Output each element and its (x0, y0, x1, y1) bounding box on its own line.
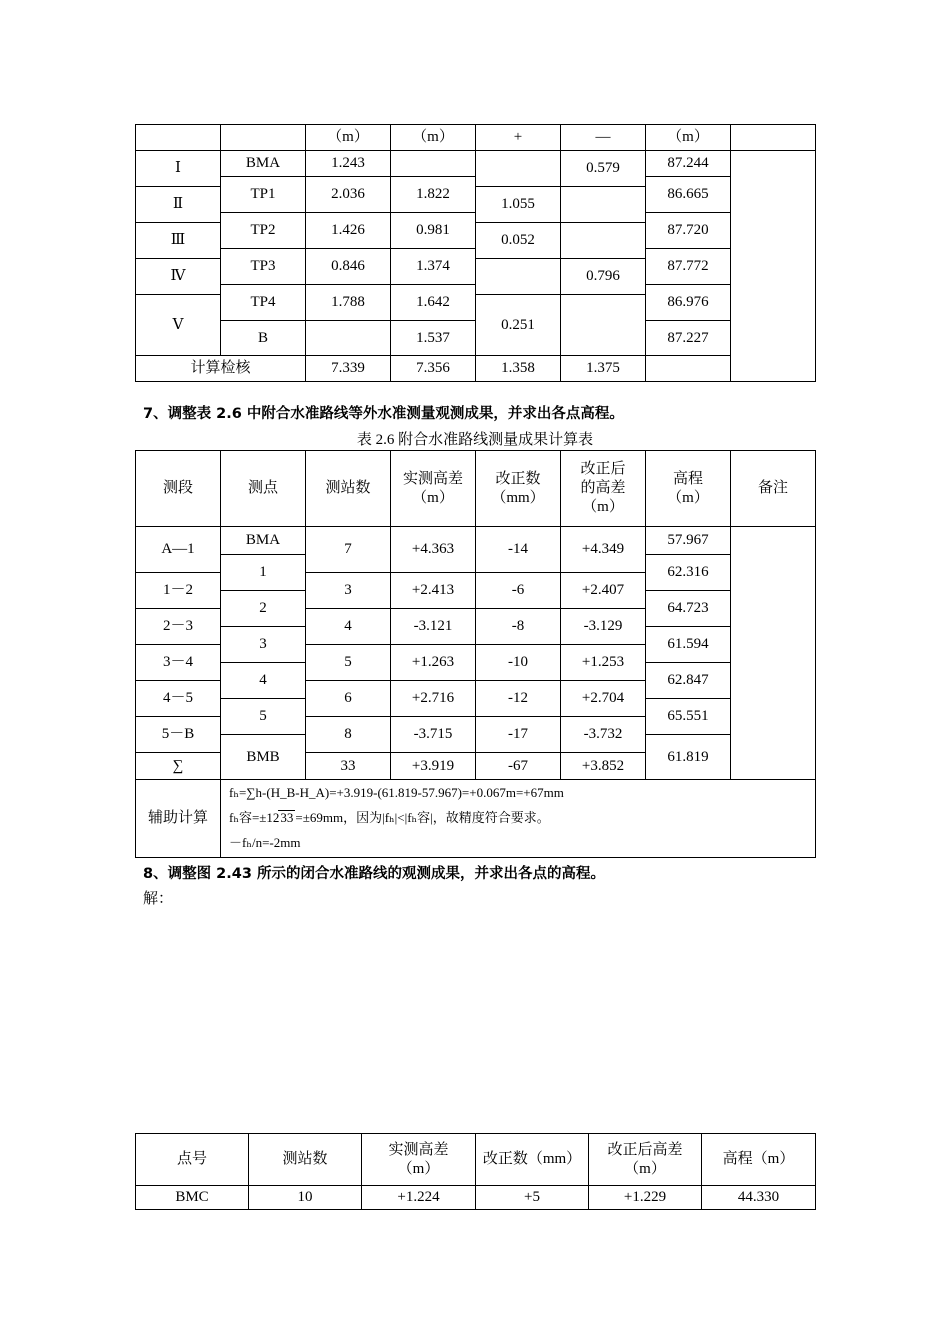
fore-sight-cell: 1.537 (391, 321, 476, 356)
measured-dh-cell: +1.224 (362, 1186, 476, 1210)
stations-cell: 6 (306, 681, 391, 717)
plus-cell: 0.251 (476, 295, 561, 356)
header-cell: + (476, 125, 561, 151)
segment-cell: Ⅴ (136, 295, 221, 356)
check-empty-cell (646, 356, 731, 382)
correction-cell: -12 (476, 681, 561, 717)
back-sight-cell: 1.788 (306, 285, 391, 321)
segment-cell: Ⅲ (136, 223, 221, 259)
aux-calc-content (221, 780, 816, 858)
check-fore-sum: 7.356 (391, 356, 476, 382)
stations-cell: 8 (306, 717, 391, 753)
header-line: 实测高差 (388, 1141, 449, 1158)
back-sight-cell: 1.426 (306, 213, 391, 249)
header-adjusted-dh (561, 451, 646, 527)
plus-cell (476, 259, 561, 295)
point-cell: TP2 (221, 213, 306, 249)
minus-cell (561, 187, 646, 223)
answer-label: 解： (143, 891, 174, 907)
stations-sum: 33 (306, 753, 391, 780)
header-cell: （m） (391, 125, 476, 151)
aux-line-closure: fₕ=∑h-(H_B-H_A)=+3.919-(61.819-57.967)=+0.067m=+67mm (229, 785, 564, 801)
measured-dh-cell: +2.413 (391, 573, 476, 609)
adjusted-dh-cell: +2.704 (561, 681, 646, 717)
sum-label: ∑ (136, 753, 221, 780)
correction-cell: -17 (476, 717, 561, 753)
note-cell (731, 527, 816, 780)
point-cell: BMC (136, 1186, 249, 1210)
fore-sight-cell (391, 151, 476, 177)
point-cell: 1 (221, 555, 306, 591)
header-measured-dh (391, 451, 476, 527)
table-2-6-caption: 表 2.6 附合水准路线测量成果计算表 (356, 432, 594, 448)
adjusted-dh-cell: +1.253 (561, 645, 646, 681)
plus-cell (476, 151, 561, 187)
plus-cell: 0.052 (476, 223, 561, 259)
header-line: （m） (582, 498, 624, 515)
header-line: （m） (397, 1160, 440, 1177)
header-line: 的高差 (580, 480, 626, 497)
aux-line-per-station: －fₕ/n=-2mm (229, 834, 301, 850)
correction-sum: -67 (476, 753, 561, 780)
question-7-heading: 7、调整表 2.6 中附合水准路线等外水准测量观测成果，并求出各点高程。 (143, 406, 624, 422)
elevation-cell: 57.967 (646, 527, 731, 555)
header-cell: （m） (646, 125, 731, 151)
check-back-sum: 7.339 (306, 356, 391, 382)
header-cell (221, 125, 306, 151)
elevation-cell: 62.316 (646, 555, 731, 591)
stations-cell: 10 (249, 1186, 362, 1210)
header-cell: （m） (306, 125, 391, 151)
header-note: 备注 (731, 451, 816, 527)
question-8-heading: 8、调整图 2.43 所示的闭合水准路线的观测成果，并求出各点的高程。 (143, 866, 605, 882)
elevation-cell: 44.330 (702, 1186, 816, 1210)
check-plus-sum: 1.358 (476, 356, 561, 382)
header-cell (731, 125, 816, 151)
table-2-6 (135, 450, 816, 858)
sqrt-value: 33 (280, 810, 294, 826)
measured-dh-cell: -3.715 (391, 717, 476, 753)
elevation-cell: 87.244 (646, 151, 731, 177)
back-sight-cell: 1.243 (306, 151, 391, 177)
header-line: 实测高差 (402, 470, 463, 487)
point-cell: BMA (221, 527, 306, 555)
segment-cell: Ⅳ (136, 259, 221, 295)
adjusted-dh-cell: -3.129 (561, 609, 646, 645)
point-cell: TP3 (221, 249, 306, 285)
segment-cell: 3－4 (136, 645, 221, 681)
segment-cell: 5－B (136, 717, 221, 753)
check-minus-sum: 1.375 (561, 356, 646, 382)
header-line: 改正后高差 (607, 1141, 683, 1158)
stations-cell: 5 (306, 645, 391, 681)
adjusted-dh-cell: +1.229 (589, 1186, 702, 1210)
minus-cell: 0.796 (561, 259, 646, 295)
adjusted-dh-cell: +4.349 (561, 527, 646, 573)
measured-dh-sum: +3.919 (391, 753, 476, 780)
aux-line-allowable (229, 806, 815, 831)
stations-cell: 7 (306, 527, 391, 573)
header-correction: 改正数（mm） (476, 1134, 589, 1186)
elevation-cell: 61.594 (646, 627, 731, 663)
point-cell: B (221, 321, 306, 356)
aux-allowable-prefix: fₕ容=±12 (229, 810, 280, 826)
correction-cell: -8 (476, 609, 561, 645)
measured-dh-cell: +2.716 (391, 681, 476, 717)
check-label: 计算检核 (136, 356, 306, 382)
fore-sight-cell: 1.642 (391, 285, 476, 321)
adjusted-dh-cell: +2.407 (561, 573, 646, 609)
correction-cell: -10 (476, 645, 561, 681)
elevation-cell: 87.772 (646, 249, 731, 285)
aux-calc-label: 辅助计算 (136, 780, 221, 858)
aux-allowable-suffix: =±69mm，因为|fₕ|<|fₕ容|，故精度符合要求。 (295, 810, 550, 826)
fore-sight-cell: 1.822 (391, 177, 476, 213)
header-cell (136, 125, 221, 151)
elevation-cell: 87.720 (646, 213, 731, 249)
header-line: 改正数 (495, 470, 541, 487)
measured-dh-cell: +1.263 (391, 645, 476, 681)
fore-sight-cell: 1.374 (391, 249, 476, 285)
header-line: （m） (412, 489, 454, 506)
minus-cell (561, 295, 646, 356)
header-line: 改正后 (580, 461, 626, 478)
segment-cell: 1－2 (136, 573, 221, 609)
segment-cell: Ⅱ (136, 187, 221, 223)
header-line: 高程 (672, 470, 703, 487)
header-elevation: 高程（m） (702, 1134, 816, 1186)
header-line: （m） (624, 1160, 666, 1177)
minus-cell: 0.579 (561, 151, 646, 187)
header-cell: — (561, 125, 646, 151)
stations-cell: 3 (306, 573, 391, 609)
point-cell: TP1 (221, 177, 306, 213)
fore-sight-cell: 0.981 (391, 213, 476, 249)
correction-cell: -6 (476, 573, 561, 609)
point-cell: BMB (221, 735, 306, 780)
point-cell: 3 (221, 627, 306, 663)
elevation-cell: 65.551 (646, 699, 731, 735)
header-segment: 测段 (136, 451, 221, 527)
correction-cell: +5 (476, 1186, 589, 1210)
minus-cell (561, 223, 646, 259)
header-point: 点号 (136, 1134, 249, 1186)
header-line: （mm） (491, 489, 545, 506)
segment-cell: Ⅰ (136, 151, 221, 187)
stations-cell: 4 (306, 609, 391, 645)
header-adjusted-dh (589, 1134, 702, 1186)
point-cell: 2 (221, 591, 306, 627)
point-cell: 5 (221, 699, 306, 735)
header-elevation (646, 451, 731, 527)
header-measured-dh (362, 1134, 476, 1186)
adjusted-dh-sum: +3.852 (561, 753, 646, 780)
header-correction (476, 451, 561, 527)
remarks-cell (731, 151, 816, 382)
back-sight-cell (306, 321, 391, 356)
measured-dh-cell: +4.363 (391, 527, 476, 573)
elevation-cell: 62.847 (646, 663, 731, 699)
point-cell: BMA (221, 151, 306, 177)
correction-cell: -14 (476, 527, 561, 573)
header-stations: 测站数 (306, 451, 391, 527)
segment-cell: A—1 (136, 527, 221, 573)
segment-cell: 4－5 (136, 681, 221, 717)
adjusted-dh-cell: -3.732 (561, 717, 646, 753)
segment-cell: 2－3 (136, 609, 221, 645)
back-sight-cell: 0.846 (306, 249, 391, 285)
point-cell: 4 (221, 663, 306, 699)
elevation-cell: 61.819 (646, 735, 731, 780)
header-point: 测点 (221, 451, 306, 527)
measured-dh-cell: -3.121 (391, 609, 476, 645)
header-line: （m） (667, 489, 709, 506)
elevation-cell: 87.227 (646, 321, 731, 356)
elevation-cell: 86.665 (646, 177, 731, 213)
plus-cell: 1.055 (476, 187, 561, 223)
elevation-cell: 64.723 (646, 591, 731, 627)
header-stations: 测站数 (249, 1134, 362, 1186)
closed-loop-table (135, 1133, 816, 1210)
back-sight-cell: 2.036 (306, 177, 391, 213)
point-cell: TP4 (221, 285, 306, 321)
leveling-table-continued (135, 124, 816, 382)
elevation-cell: 86.976 (646, 285, 731, 321)
